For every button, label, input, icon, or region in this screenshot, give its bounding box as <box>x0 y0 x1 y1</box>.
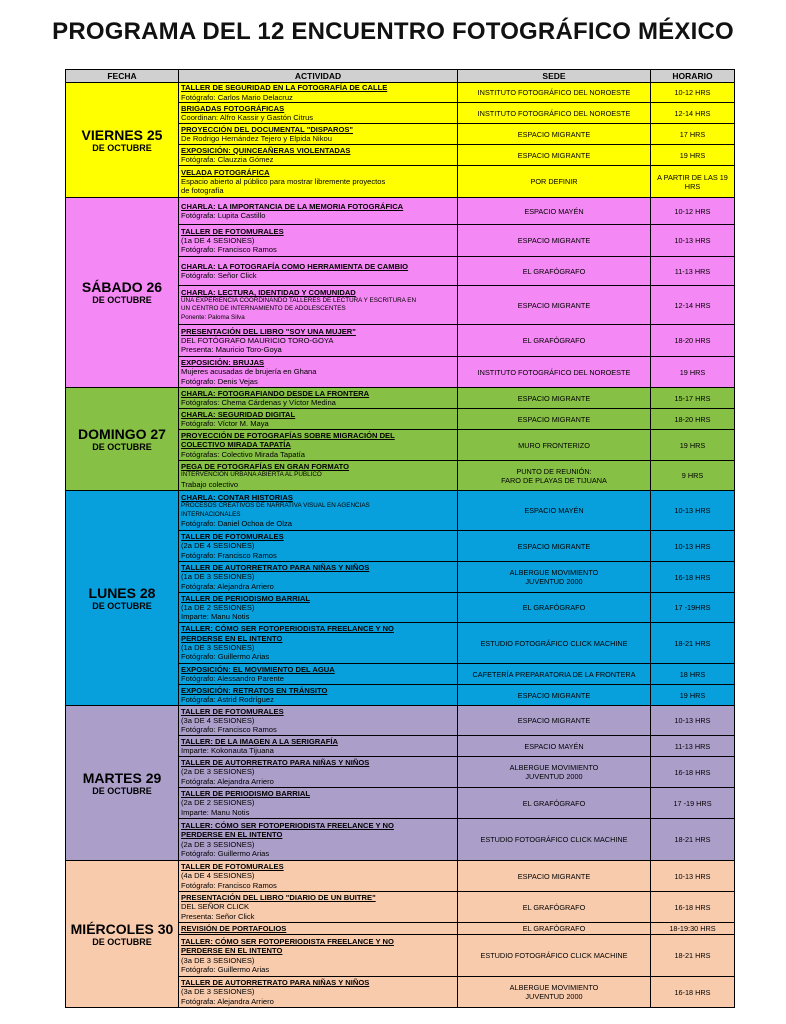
activity-detail: Fotógrafo: Señor Click <box>181 271 257 280</box>
activity-title: PRESENTACIÓN DEL LIBRO "SOY UNA MUJER" <box>181 326 356 336</box>
month-label: DE OCTUBRE <box>92 936 152 947</box>
activity-title: TALLER DE PERIODISMO BARRIAL <box>181 593 310 603</box>
time-cell: 16-18 HRS <box>651 757 735 788</box>
activity-detail: Imparte: Manu Notis <box>181 807 250 817</box>
table-row <box>66 861 735 892</box>
header-actividad: ACTIVIDAD <box>179 70 458 83</box>
time-cell: 10-13 HRS <box>651 225 735 257</box>
activity-detail: De Rodrigo Hernández Tejero y Elpida Nikou <box>181 134 332 143</box>
activity-title: PEGA DE FOTOGRAFÍAS EN GRAN FORMATO <box>181 462 350 471</box>
month-label: DE OCTUBRE <box>92 142 152 153</box>
activity-detail: Fotógrafo: Carlos Mario Delacruz <box>181 92 293 102</box>
activity-detail: (3a DE 3 SESIONES) <box>181 987 255 997</box>
activity-detail: (1a DE 3 SESIONES) <box>181 572 255 582</box>
time-cell: 10-13 HRS <box>651 861 735 892</box>
time-cell: 19 HRS <box>651 357 735 388</box>
activity-detail: Fotógrafo: Francisco Ramos <box>181 245 277 255</box>
month-label: DE OCTUBRE <box>92 441 152 452</box>
activity-detail: DEL SEÑOR CLICK <box>181 902 250 912</box>
time-cell: 17 HRS <box>651 124 735 145</box>
activity-detail: Fotógrafa: Alejandra Arriero <box>181 776 274 786</box>
activity-cell <box>179 357 458 388</box>
activity-title: CHARLA: CONTAR HISTORIAS <box>181 492 293 502</box>
activity-detail: Ponente: Paloma Silva <box>181 313 245 321</box>
activity-title: CHARLA: FOTOGRAFIANDO DESDE LA FRONTERA <box>181 388 370 398</box>
activity-detail: (2a DE 3 SESIONES) <box>181 839 255 849</box>
activity-detail: Fotógrafos: Chema Cárdenas y Víctor Medina <box>181 398 336 407</box>
activity-cell <box>179 664 458 685</box>
venue-cell: EL GRAFÓGRAFO <box>458 593 651 623</box>
venue-cell: ESTUDIO FOTOGRÁFICO CLICK MACHINE <box>458 623 651 664</box>
page-title: PROGRAMA DEL 12 ENCUENTRO FOTOGRÁFICO MÉXICO <box>52 18 734 45</box>
activity-detail: Fotógrafo: Daniel Ochoa de Olza <box>181 518 293 528</box>
activity-cell <box>179 198 458 225</box>
venue-cell: PUNTO DE REUNIÓN: FARO DE PLAYAS DE TIJUANA <box>458 461 651 491</box>
time-cell: 18-21 HRS <box>651 623 735 664</box>
schedule-body <box>66 83 735 1008</box>
activity-detail: PERDERSE EN EL INTENTO <box>181 830 283 840</box>
day-label: MARTES 29 <box>82 769 162 786</box>
venue-cell: INSTITUTO FOTOGRÁFICO DEL NOROESTE <box>458 357 651 388</box>
activity-detail: (3a DE 3 SESIONES) <box>181 955 255 965</box>
activity-cell <box>179 977 458 1008</box>
activity-title: CHARLA: LA FOTOGRAFÍA COMO HERRAMIENTA DE CAMBIO <box>181 261 409 271</box>
time-cell: 10-13 HRS <box>651 706 735 736</box>
activity-detail: UN CENTRO DE INTERNAMIENTO DE ADOLESCENTES <box>181 305 346 313</box>
activity-detail: Fotógrafo: Francisco Ramos <box>181 725 277 735</box>
activity-title: TALLER DE AUTORRETRATO PARA NIÑAS Y NIÑOS <box>181 758 370 768</box>
activity-cell <box>179 935 458 977</box>
venue-cell: INSTITUTO FOTOGRÁFICO DEL NOROESTE <box>458 103 651 124</box>
activity-detail: Presenta: Mauricio Toro-Goya <box>181 345 282 355</box>
activity-cell <box>179 819 458 861</box>
activity-cell <box>179 430 458 461</box>
table-row <box>66 388 735 409</box>
activity-detail: Fotógrafa: Lupita Castillo <box>181 211 266 220</box>
activity-cell <box>179 103 458 124</box>
activity-cell <box>179 83 458 103</box>
activity-detail: de fotografía <box>181 186 224 196</box>
activity-title: TALLER DE FOTOMURALES <box>181 862 284 872</box>
activity-cell <box>179 706 458 736</box>
activity-detail: PROCESOS CREATIVOS DE NARRATIVA VISUAL EN AGENCIAS <box>181 502 370 510</box>
venue-cell: ALBERGUE MOVIMIENTO JUVENTUD 2000 <box>458 977 651 1008</box>
activity-title: EXPOSICIÓN: EL MOVIMIENTO DEL AGUA <box>181 664 335 674</box>
time-cell: 18-21 HRS <box>651 819 735 861</box>
header-sede: SEDE <box>458 70 651 83</box>
time-cell: 18-20 HRS <box>651 325 735 357</box>
time-cell: 19 HRS <box>651 685 735 706</box>
venue-cell: EL GRAFÓGRAFO <box>458 257 651 286</box>
venue-cell: MURO FRONTERIZO <box>458 430 651 461</box>
activity-title: TALLER DE PERIODISMO BARRIAL <box>181 789 310 799</box>
venue-cell: ESPACIO MIGRANTE <box>458 225 651 257</box>
activity-detail: Coordinan: Alfro Kassir y Gastón Citrus <box>181 113 314 122</box>
venue-cell: ESPACIO MAYÉN <box>458 491 651 531</box>
activity-title: TALLER DE FOTOMURALES <box>181 706 284 716</box>
venue-cell: ESPACIO MAYÉN <box>458 736 651 757</box>
activity-detail: (3a DE 4 SESIONES) <box>181 715 255 725</box>
time-cell: 16-18 HRS <box>651 892 735 923</box>
time-cell: 19 HRS <box>651 430 735 461</box>
activity-cell <box>179 531 458 562</box>
activity-title: TALLER DE FOTOMURALES <box>181 532 284 542</box>
activity-cell <box>179 562 458 593</box>
venue-cell: ESTUDIO FOTOGRÁFICO CLICK MACHINE <box>458 819 651 861</box>
venue-cell: INSTITUTO FOTOGRÁFICO DEL NOROESTE <box>458 83 651 103</box>
activity-title: TALLER DE FOTOMURALES <box>181 226 284 236</box>
time-cell: 11-13 HRS <box>651 257 735 286</box>
activity-detail: (2a DE 3 SESIONES) <box>181 767 255 777</box>
activity-cell <box>179 923 458 935</box>
activity-cell <box>179 166 458 198</box>
time-cell: A PARTIR DE LAS 19 HRS <box>651 166 735 198</box>
time-cell: 10-13 HRS <box>651 491 735 531</box>
activity-title: TALLER DE AUTORRETRATO PARA NIÑAS Y NIÑOS <box>181 978 370 988</box>
time-cell: 18-21 HRS <box>651 935 735 977</box>
activity-detail: Imparte: Manu Notis <box>181 612 250 622</box>
table-row <box>66 491 735 531</box>
venue-cell: POR DEFINIR <box>458 166 651 198</box>
activity-detail: Fotógrafa: Alejandra Arriero <box>181 996 274 1006</box>
activity-detail: Imparte: Kokonauta Tijuana <box>181 746 274 755</box>
activity-cell <box>179 461 458 491</box>
activity-detail: (4a DE 4 SESIONES) <box>181 871 255 881</box>
venue-cell: ESPACIO MIGRANTE <box>458 286 651 325</box>
activity-cell <box>179 325 458 357</box>
activity-detail: (1a DE 3 SESIONES) <box>181 643 255 652</box>
activity-detail: (1a DE 2 SESIONES) <box>181 602 255 612</box>
header-horario: HORARIO <box>651 70 735 83</box>
activity-detail: (1a DE 4 SESIONES) <box>181 235 255 245</box>
activity-title: TALLER: CÓMO SER FOTOPERIODISTA FREELANCE Y NO <box>181 820 394 830</box>
header-row <box>66 70 735 83</box>
activity-detail: Presenta: Señor Click <box>181 911 255 921</box>
activity-detail: INTERVENCIÓN URBANA ABIERTA AL PÚBLICO <box>181 471 322 479</box>
activity-title: PROYECCIÓN DE FOTOGRAFÍAS SOBRE MIGRACIÓN DEL <box>181 431 395 441</box>
activity-title: TALLER: CÓMO SER FOTOPERIODISTA FREELANCE Y NO <box>181 624 394 634</box>
activity-detail: Fotógrafo: Francisco Ramos <box>181 880 277 890</box>
activity-detail: PERDERSE EN EL INTENTO <box>181 946 283 956</box>
day-cell <box>66 198 179 388</box>
activity-detail: (2a DE 4 SESIONES) <box>181 541 255 551</box>
activity-title: CHARLA: LA IMPORTANCIA DE LA MEMORIA FOTOGRÁFICA <box>181 201 404 211</box>
activity-detail: Fotógrafo: Guillermo Arias <box>181 964 270 974</box>
time-cell: 10-13 HRS <box>651 531 735 562</box>
activity-detail: Fotógrafo: Alessandro Parente <box>181 674 285 683</box>
activity-cell <box>179 736 458 757</box>
table-row <box>66 83 735 103</box>
venue-cell: ESPACIO MIGRANTE <box>458 861 651 892</box>
time-cell: 16-18 HRS <box>651 562 735 593</box>
time-cell: 10-12 HRS <box>651 198 735 225</box>
venue-cell: ESPACIO MIGRANTE <box>458 124 651 145</box>
day-label: VIERNES 25 <box>81 126 163 143</box>
activity-cell <box>179 892 458 923</box>
activity-cell <box>179 623 458 664</box>
activity-detail: INTERNACIONALES <box>181 510 241 518</box>
time-cell: 15-17 HRS <box>651 388 735 409</box>
venue-cell: ESPACIO MAYÉN <box>458 198 651 225</box>
activity-cell <box>179 286 458 325</box>
activity-title: PROYECCIÓN DEL DOCUMENTAL "DISPAROS" <box>181 124 354 134</box>
month-label: DE OCTUBRE <box>92 785 152 796</box>
activity-detail: Fotógrafas: Colectivo Mirada Tapatía <box>181 449 305 459</box>
venue-cell: EL GRAFÓGRAFO <box>458 325 651 357</box>
activity-detail: Trabajo colectivo <box>181 479 239 489</box>
activity-title: EXPOSICIÓN: QUINCEAÑERAS VIOLENTADAS <box>181 145 351 155</box>
activity-title: EXPOSICIÓN: RETRATOS EN TRÁNSITO <box>181 685 328 695</box>
activity-cell <box>179 225 458 257</box>
activity-cell <box>179 757 458 788</box>
table-row <box>66 706 735 736</box>
time-cell: 12-14 HRS <box>651 103 735 124</box>
venue-cell: ALBERGUE MOVIMIENTO JUVENTUD 2000 <box>458 757 651 788</box>
schedule-table <box>65 69 735 1008</box>
venue-cell: ESPACIO MIGRANTE <box>458 706 651 736</box>
activity-title: REVISIÓN DE PORTAFOLIOS <box>181 923 287 933</box>
activity-cell <box>179 409 458 430</box>
activity-title: PRESENTACIÓN DEL LIBRO "DIARIO DE UN BUITRE" <box>181 893 376 903</box>
activity-detail: UNA EXPERIENCIA COORDINANDO TALLERES DE LECTURA Y ESCRITURA EN <box>181 297 417 305</box>
venue-cell: EL GRAFÓGRAFO <box>458 923 651 935</box>
activity-detail: (2a DE 2 SESIONES) <box>181 798 255 808</box>
activity-title: TALLER: CÓMO SER FOTOPERIODISTA FREELANCE Y NO <box>181 936 394 946</box>
time-cell: 9 HRS <box>651 461 735 491</box>
time-cell: 18-20 HRS <box>651 409 735 430</box>
day-label: MIÉRCOLES 30 <box>70 920 174 937</box>
activity-title: TALLER: DE LA IMAGEN A LA SERIGRAFÍA <box>181 736 338 746</box>
time-cell: 18-19:30 HRS <box>651 923 735 935</box>
activity-detail: Fotógrafo: Guillermo Arias <box>181 848 270 858</box>
time-cell: 12-14 HRS <box>651 286 735 325</box>
venue-cell: ESTUDIO FOTOGRÁFICO CLICK MACHINE <box>458 935 651 977</box>
day-cell <box>66 706 179 861</box>
venue-cell: ESPACIO MIGRANTE <box>458 685 651 706</box>
activity-detail: Fotógrafo: Francisco Ramos <box>181 550 277 560</box>
activity-cell <box>179 593 458 623</box>
activity-cell <box>179 388 458 409</box>
activity-cell <box>179 491 458 531</box>
day-cell <box>66 861 179 1008</box>
activity-cell <box>179 861 458 892</box>
activity-detail: Mujeres acusadas de brujería en Ghana <box>181 367 317 377</box>
activity-detail: DEL FOTÓGRAFO MAURICIO TORO-GOYA <box>181 335 334 345</box>
activity-cell <box>179 145 458 166</box>
activity-detail: Fotógrafo: Denis Vejas <box>181 376 258 386</box>
time-cell: 17 -19HRS <box>651 593 735 623</box>
activity-cell <box>179 124 458 145</box>
activity-detail: Fotógrafo: Guillermo Arias <box>181 652 270 662</box>
activity-cell <box>179 685 458 706</box>
venue-cell: EL GRAFÓGRAFO <box>458 892 651 923</box>
activity-title: VELADA FOTOGRÁFICA <box>181 167 270 177</box>
day-cell <box>66 491 179 706</box>
activity-title: CHARLA: LECTURA, IDENTIDAD Y COMUNIDAD <box>181 287 356 297</box>
month-label: DE OCTUBRE <box>92 295 152 305</box>
time-cell: 11-13 HRS <box>651 736 735 757</box>
time-cell: 16-18 HRS <box>651 977 735 1008</box>
activity-title: CHARLA: SEGURIDAD DIGITAL <box>181 409 296 419</box>
activity-cell <box>179 788 458 819</box>
activity-title: TALLER DE AUTORRETRATO PARA NIÑAS Y NIÑOS <box>181 563 370 573</box>
activity-title: BRIGADAS FOTOGRÁFICAS <box>181 103 285 113</box>
activity-detail: Espacio abierto al público para mostrar libremente proyectos <box>181 176 386 186</box>
activity-detail: Fotógrafo: Víctor M. Maya <box>181 419 269 428</box>
day-cell <box>66 388 179 491</box>
venue-cell: ESPACIO MIGRANTE <box>458 409 651 430</box>
day-label: DOMINGO 27 <box>78 425 166 442</box>
time-cell: 17 -19 HRS <box>651 788 735 819</box>
activity-detail: Fotógrafa: Astrid Rodríguez <box>181 695 274 704</box>
day-cell <box>66 83 179 198</box>
month-label: DE OCTUBRE <box>92 600 152 611</box>
day-label: LUNES 28 <box>88 584 156 601</box>
activity-detail: Fotógrafa: Clauzzia Gómez <box>181 155 274 164</box>
venue-cell: ALBERGUE MOVIMIENTO JUVENTUD 2000 <box>458 562 651 593</box>
venue-cell: CAFETERÍA PREPARATORIA DE LA FRONTERA <box>458 664 651 685</box>
venue-cell: ESPACIO MIGRANTE <box>458 531 651 562</box>
time-cell: 18 HRS <box>651 664 735 685</box>
time-cell: 10-12 HRS <box>651 83 735 103</box>
activity-cell <box>179 257 458 286</box>
venue-cell: ESPACIO MIGRANTE <box>458 145 651 166</box>
activity-detail: COLECTIVO MIRADA TAPATÍA <box>181 440 291 450</box>
activity-detail: PERDERSE EN EL INTENTO <box>181 633 283 643</box>
day-label: SÁBADO 26 <box>81 279 163 295</box>
header-fecha: FECHA <box>66 70 179 83</box>
activity-detail: Fotógrafa: Alejandra Arriero <box>181 581 274 591</box>
table-row <box>66 198 735 225</box>
venue-cell: EL GRAFÓGRAFO <box>458 788 651 819</box>
venue-cell: ESPACIO MIGRANTE <box>458 388 651 409</box>
activity-title: TALLER DE SEGURIDAD EN LA FOTOGRAFÍA DE CALLE <box>181 83 388 93</box>
time-cell: 19 HRS <box>651 145 735 166</box>
activity-title: EXPOSICIÓN: BRUJAS <box>181 358 265 368</box>
